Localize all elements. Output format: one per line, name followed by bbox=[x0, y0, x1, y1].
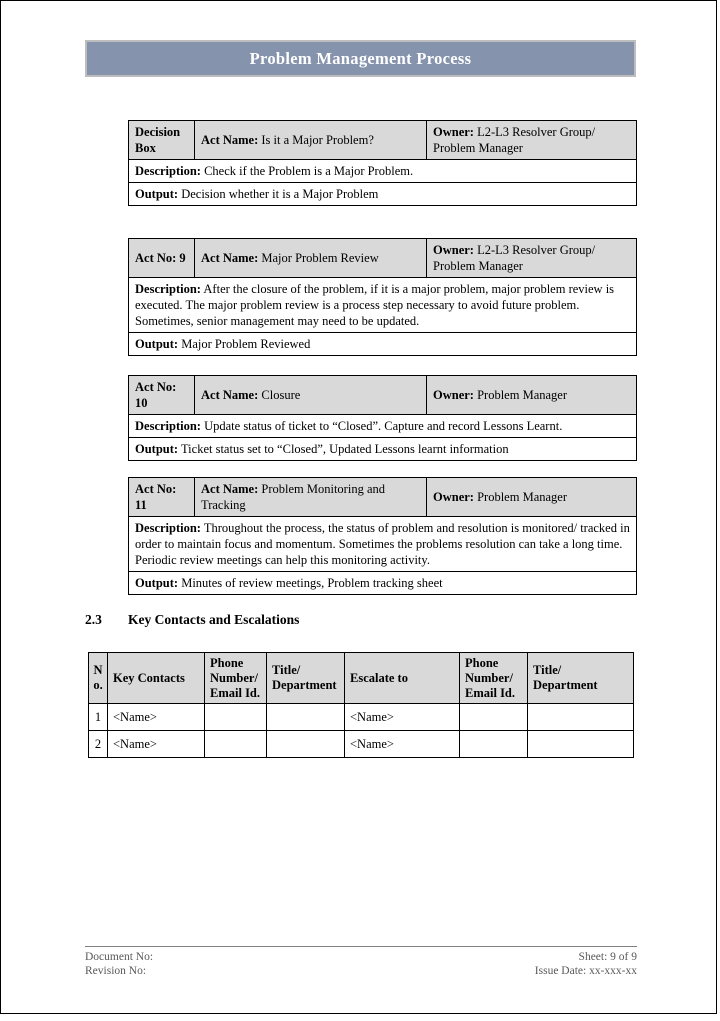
contacts-cell-name: <Name> bbox=[108, 731, 205, 758]
act-name-value: Major Problem Review bbox=[261, 251, 379, 265]
contacts-cell-phone bbox=[205, 704, 267, 731]
owner-cell bbox=[427, 121, 637, 160]
description-row bbox=[129, 278, 637, 333]
owner-value: L2-L3 Resolver Group/ Problem Manager bbox=[433, 125, 596, 155]
description-value: After the closure of the problem, if it is a major problem, major problem review is executed. The major problem review is a process step necessary to avoid future problem. Sometimes, senior management may need to be updated. bbox=[135, 282, 615, 328]
description-value: Update status of ticket to “Closed”. Capture and record Lessons Learnt. bbox=[204, 419, 563, 433]
page-title: Problem Management Process bbox=[249, 48, 472, 68]
section-title: Key Contacts and Escalations bbox=[128, 612, 300, 627]
owner-label: Owner: bbox=[433, 388, 474, 402]
contacts-header-title-department-2: Title/ Department bbox=[528, 653, 634, 704]
sheet-number: Sheet: 9 of 9 bbox=[578, 951, 637, 963]
act-no-cell: Act No: 11 bbox=[129, 478, 195, 517]
description-value: Throughout the process, the status of problem and resolution is monitored/ tracked in order to maintain focus and momentum. Sometimes the problems resolution can take a long time. Periodic review meetings can help this monitoring activity. bbox=[135, 521, 630, 567]
owner-label: Owner: bbox=[433, 243, 474, 257]
output-label: Output: bbox=[135, 187, 179, 201]
document-no-label: Document No: bbox=[85, 951, 154, 963]
output-cell bbox=[129, 572, 637, 595]
owner-cell bbox=[427, 239, 637, 278]
act-header-row bbox=[129, 376, 637, 415]
output-value: Minutes of review meetings, Problem tracking sheet bbox=[181, 576, 443, 590]
contacts-header-escalate-to: Escalate to bbox=[345, 653, 460, 704]
owner-value: Problem Manager bbox=[477, 490, 567, 504]
description-cell bbox=[129, 160, 637, 183]
act-no-cell: Act No: 10 bbox=[129, 376, 195, 415]
contacts-cell-title bbox=[267, 731, 345, 758]
act-table-decision-box bbox=[128, 120, 637, 206]
contacts-cell-no: 2 bbox=[89, 731, 108, 758]
description-label: Description: bbox=[135, 419, 201, 433]
description-label: Description: bbox=[135, 282, 201, 296]
owner-value: Problem Manager bbox=[477, 388, 567, 402]
act-no-cell: Act No: 9 bbox=[129, 239, 195, 278]
description-row bbox=[129, 160, 637, 183]
footer-left bbox=[85, 950, 153, 979]
act-name-cell bbox=[195, 478, 427, 517]
footer-right bbox=[535, 950, 637, 979]
owner-cell bbox=[427, 478, 637, 517]
output-value: Major Problem Reviewed bbox=[181, 337, 311, 351]
output-row bbox=[129, 183, 637, 206]
output-row bbox=[129, 333, 637, 356]
contacts-cell-escalate: <Name> bbox=[345, 704, 460, 731]
contacts-header-row bbox=[89, 653, 634, 704]
act-name-label: Act Name: bbox=[201, 133, 259, 147]
act-name-cell bbox=[195, 121, 427, 160]
contacts-cell-no: 1 bbox=[89, 704, 108, 731]
title-banner bbox=[85, 40, 636, 77]
description-label: Description: bbox=[135, 521, 201, 535]
output-label: Output: bbox=[135, 576, 179, 590]
contacts-cell-title bbox=[267, 704, 345, 731]
act-name-cell bbox=[195, 239, 427, 278]
output-cell bbox=[129, 333, 637, 356]
section-number: 2.3 bbox=[85, 612, 102, 627]
act-header-row bbox=[129, 121, 637, 160]
act-name-label: Act Name: bbox=[201, 388, 259, 402]
act-name-cell bbox=[195, 376, 427, 415]
output-row bbox=[129, 572, 637, 595]
act-header-row bbox=[129, 239, 637, 278]
act-name-value: Is it a Major Problem? bbox=[261, 133, 374, 147]
revision-no-label: Revision No: bbox=[85, 965, 147, 978]
act-no-cell: Decision Box bbox=[129, 121, 195, 160]
section-heading bbox=[85, 612, 299, 628]
contacts-row-2 bbox=[89, 731, 634, 758]
description-row bbox=[129, 517, 637, 572]
act-name-value: Closure bbox=[261, 388, 301, 402]
contacts-cell-phone-2 bbox=[460, 731, 528, 758]
issue-date: Issue Date: xx-xxx-xx bbox=[534, 965, 637, 978]
contacts-header-key-contacts: Key Contacts bbox=[108, 653, 205, 704]
act-table-11 bbox=[128, 477, 637, 595]
contacts-row-1 bbox=[89, 704, 634, 731]
contacts-cell-title-2 bbox=[528, 731, 634, 758]
owner-value: L2-L3 Resolver Group/ Problem Manager bbox=[433, 243, 596, 273]
act-name-label: Act Name: bbox=[201, 482, 259, 496]
contacts-header-phone-email: Phone Number/ Email Id. bbox=[205, 653, 267, 704]
output-label: Output: bbox=[135, 442, 179, 456]
description-value: Check if the Problem is a Major Problem. bbox=[204, 164, 414, 178]
contacts-header-no: No. bbox=[89, 653, 108, 704]
contacts-table bbox=[88, 652, 634, 758]
contacts-cell-phone-2 bbox=[460, 704, 528, 731]
description-row bbox=[129, 415, 637, 438]
description-cell bbox=[129, 278, 637, 333]
page-footer bbox=[85, 946, 637, 979]
output-row bbox=[129, 438, 637, 461]
owner-label: Owner: bbox=[433, 490, 474, 504]
description-label: Description: bbox=[135, 164, 201, 178]
act-header-row bbox=[129, 478, 637, 517]
act-name-label: Act Name: bbox=[201, 251, 259, 265]
contacts-cell-title-2 bbox=[528, 704, 634, 731]
contacts-cell-phone bbox=[205, 731, 267, 758]
description-cell bbox=[129, 415, 637, 438]
output-cell bbox=[129, 438, 637, 461]
output-cell bbox=[129, 183, 637, 206]
output-label: Output: bbox=[135, 337, 179, 351]
owner-cell bbox=[427, 376, 637, 415]
contacts-cell-escalate: <Name> bbox=[345, 731, 460, 758]
act-table-9 bbox=[128, 238, 637, 356]
act-name-value: Problem Monitoring and Tracking bbox=[201, 482, 385, 512]
output-value: Decision whether it is a Major Problem bbox=[181, 187, 379, 201]
contacts-header-title-department: Title/ Department bbox=[267, 653, 345, 704]
contacts-cell-name: <Name> bbox=[108, 704, 205, 731]
owner-label: Owner: bbox=[433, 125, 474, 139]
contacts-header-phone-email-2: Phone Number/ Email Id. bbox=[460, 653, 528, 704]
description-cell bbox=[129, 517, 637, 572]
act-table-10 bbox=[128, 375, 637, 461]
output-value: Ticket status set to “Closed”, Updated Lessons learnt information bbox=[180, 442, 509, 456]
